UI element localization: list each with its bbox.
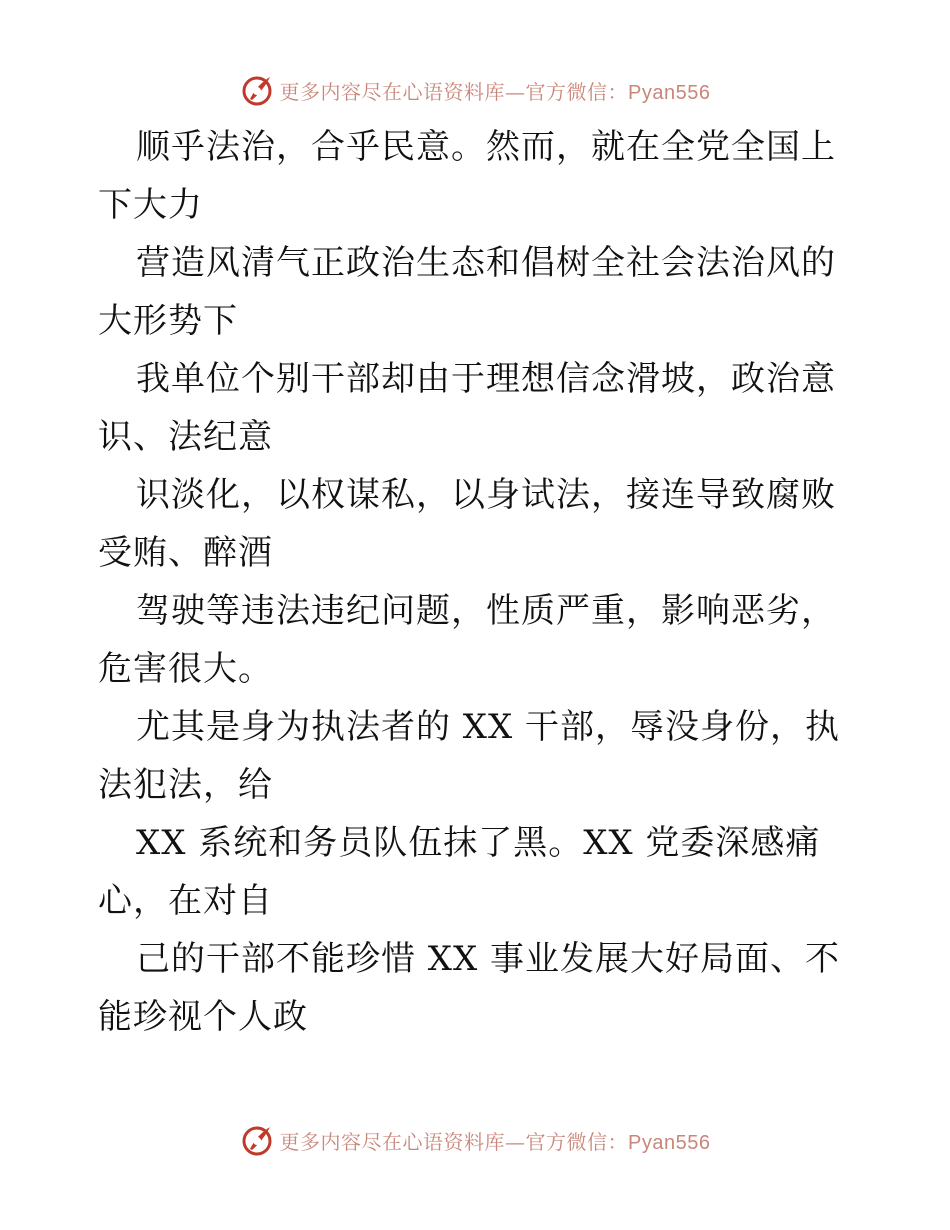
header-watermark-text: 更多内容尽在心语资料库—官方微信：Pyan556 bbox=[279, 79, 711, 104]
paragraph-7: XX 系统和务员队伍抹了黑。XX 党委深感痛心，在对自 bbox=[98, 823, 821, 921]
paragraph-4: 识淡化，以权谋私，以身试法，接连导致腐败受贿、醉酒 bbox=[98, 475, 836, 573]
paragraph-2: 营造风清气正政治生态和倡树全社会法治风的大形势下 bbox=[98, 243, 836, 341]
paragraph-6: 尤其是身为执法者的 XX 干部，辱没身份，执法犯法，给 bbox=[98, 707, 841, 805]
paragraph-8: 己的干部不能珍惜 XX 事业发展大好局面、不能珍视个人政 bbox=[98, 939, 841, 1037]
paragraph-5: 驾驶等违法违纪问题，性质严重，影响恶劣，危害很大。 bbox=[98, 591, 836, 689]
quill-circle-icon bbox=[240, 73, 274, 107]
header-watermark bbox=[0, 70, 950, 110]
document-body bbox=[98, 118, 858, 1046]
paragraph-3: 我单位个别干部却由于理想信念滑坡，政治意识、法纪意 bbox=[98, 359, 836, 457]
paragraph-1: 顺乎法治，合乎民意。然而，就在全党全国上下大力 bbox=[98, 127, 836, 225]
footer-watermark bbox=[0, 1120, 950, 1160]
footer-watermark-text: 更多内容尽在心语资料库—官方微信：Pyan556 bbox=[279, 1129, 711, 1154]
quill-circle-icon bbox=[240, 1123, 274, 1157]
